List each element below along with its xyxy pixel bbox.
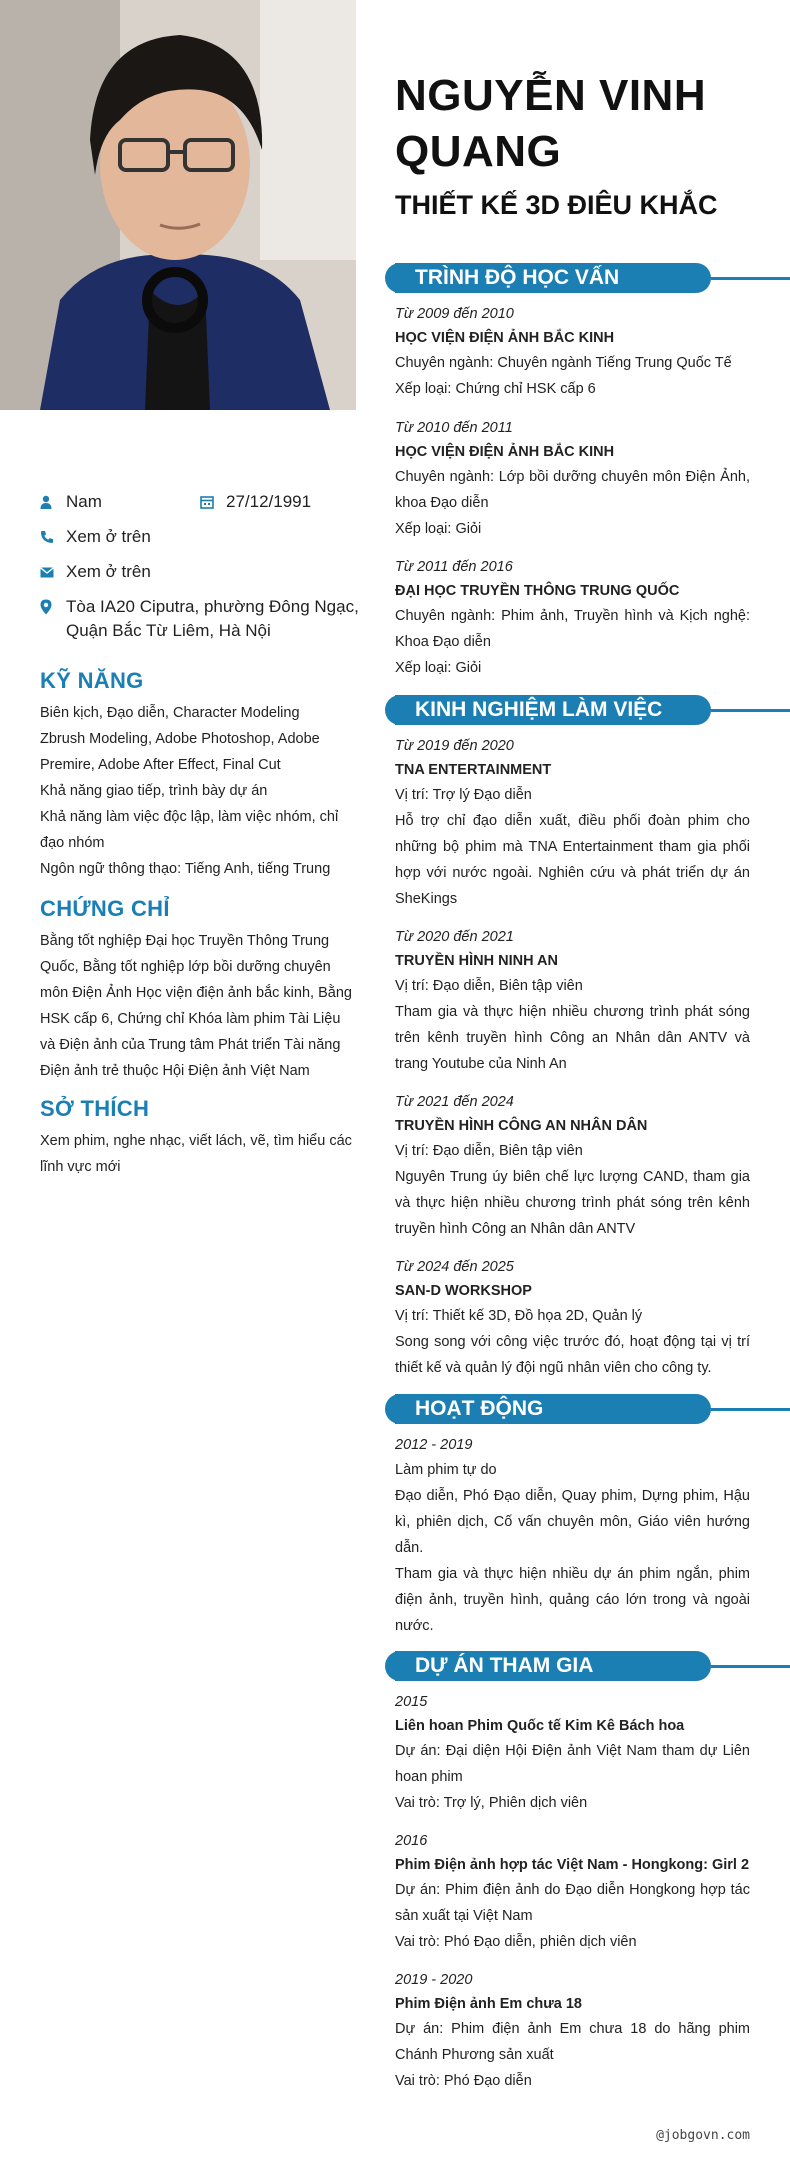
hobbies-section — [40, 1096, 358, 1180]
experience-entry — [395, 1255, 750, 1381]
skill-line: Ngôn ngữ thông thạo: Tiếng Anh, tiếng Trung — [40, 861, 331, 877]
education-entry — [395, 302, 750, 402]
heading-rule — [711, 1408, 790, 1411]
entry-date: 2016 — [395, 1833, 428, 1849]
entry-date: Từ 2011 đến 2016 — [395, 559, 513, 575]
project-entry — [395, 1829, 750, 1955]
gender-value: Nam — [66, 492, 102, 511]
entry-role: Vai trò: Phó Đạo diễn — [395, 2073, 532, 2089]
entry-org: Liên hoan Phim Quốc tế Kim Kê Bách hoa — [395, 1718, 685, 1734]
heading-rule — [711, 1665, 790, 1668]
skill-line: Khả năng giao tiếp, trình bày dự án — [40, 783, 268, 799]
project-entry — [395, 1968, 750, 2094]
birthday-value: 27/12/1991 — [226, 492, 312, 511]
entry-major: Chuyên ngành: Chuyên ngành Tiếng Trung Quốc Tế — [395, 355, 732, 371]
skills-section — [40, 668, 358, 882]
heading-rule — [711, 277, 790, 280]
entry-desc: Dự án: Đại diện Hội Điện ảnh Việt Nam tham dự Liên hoan phim — [395, 1743, 750, 1785]
job-title: THIẾT KẾ 3D ĐIÊU KHẮC — [395, 190, 718, 220]
experience-heading: KINH NGHIỆM LÀM VIỆC — [395, 695, 711, 725]
entry-major: Chuyên ngành: Phim ảnh, Truyền hình và Kịch nghệ: Khoa Đạo diễn — [395, 608, 750, 650]
entry-desc: Tham gia và thực hiện nhiều chương trình phát sóng trên kênh truyền hình Công an Nhân dân ANTV và trang Youtube của Ninh An — [395, 1004, 750, 1072]
entry-line: Làm phim tự do — [395, 1462, 497, 1478]
entry-role: Vai trò: Phó Đạo diễn, phiên dịch viên — [395, 1934, 637, 1950]
entry-role: Vị trí: Thiết kế 3D, Đồ họa 2D, Quản lý — [395, 1308, 643, 1324]
entry-org: SAN-D WORKSHOP — [395, 1283, 532, 1299]
watermark-text: @jobgovn.com — [656, 2128, 750, 2143]
entry-org: Phim Điện ảnh hợp tác Việt Nam - Hongkong: Girl 2 — [395, 1857, 750, 1873]
experience-entry — [395, 734, 750, 912]
hobbies-text: Xem phim, nghe nhạc, viết lách, vẽ, tìm hiểu các lĩnh vực mới — [40, 1133, 352, 1175]
projects-header — [395, 1651, 790, 1681]
entry-org: HỌC VIỆN ĐIỆN ẢNH BẮC KINH — [395, 444, 615, 460]
entry-desc: Dự án: Phim điện ảnh Em chưa 18 do hãng phim Chánh Phương sản xuất — [395, 2021, 750, 2063]
profile-photo — [0, 0, 356, 410]
entry-date: Từ 2009 đến 2010 — [395, 306, 514, 322]
personal-info — [40, 490, 360, 654]
skills-heading: KỸ NĂNG — [40, 668, 144, 693]
skill-line: Biên kịch, Đạo diễn, Character Modeling — [40, 705, 300, 721]
email-value: Xem ở trên — [66, 562, 151, 581]
person-icon — [40, 490, 66, 514]
skill-line: Khả năng làm việc độc lập, làm việc nhóm, chỉ đạo nhóm — [40, 809, 339, 851]
activities-entry — [395, 1433, 750, 1639]
entry-role: Vị trí: Trợ lý Đạo diễn — [395, 787, 532, 803]
entry-org: ĐẠI HỌC TRUYỀN THÔNG TRUNG QUỐC — [395, 583, 680, 599]
candidate-name: NGUYỄN VINH QUANG — [395, 71, 707, 176]
location-icon — [40, 595, 66, 619]
entry-desc: Hỗ trợ chỉ đạo diễn xuất, điều phối đoàn phim cho những bộ phim mà TNA Entertainment tham gia phối hợp với nước ngoài. Nghiên cứu và phát triển dự án SheKings — [395, 813, 750, 907]
phone-value: Xem ở trên — [66, 527, 151, 546]
entry-role: Vị trí: Đạo diễn, Biên tập viên — [395, 978, 583, 994]
education-heading: TRÌNH ĐỘ HỌC VẤN — [395, 263, 711, 293]
education-entry — [395, 416, 750, 542]
experience-entry — [395, 1090, 750, 1242]
entry-org: HỌC VIỆN ĐIỆN ẢNH BẮC KINH — [395, 330, 615, 346]
entry-desc: Dự án: Phim điện ảnh do Đạo diễn Hongkong hợp tác sản xuất tại Việt Nam — [395, 1882, 750, 1924]
calendar-icon — [200, 490, 226, 514]
entry-desc: Song song với công việc trước đó, hoạt động tại vị trí thiết kế và quản lý đội ngũ nhân viên cho công ty. — [395, 1334, 750, 1376]
entry-date: Từ 2024 đến 2025 — [395, 1259, 514, 1275]
certificates-text: Bằng tốt nghiệp Đại học Truyền Thông Trung Quốc, Bằng tốt nghiệp lớp bồi dưỡng chuyên môn Điện Ảnh Học viện điện ảnh bắc kinh, Bằng HSK cấp 6, Chứng chỉ Khóa làm phim Tài Liệu và Điện ảnh của Trung tâm Phát triển Tài năng Điện ảnh trẻ thuộc Hội Điện ảnh Việt Nam — [40, 933, 352, 1079]
activities-heading: HOẠT ĐỘNG — [395, 1394, 711, 1424]
email-icon — [40, 560, 66, 584]
entry-org: TRUYỀN HÌNH CÔNG AN NHÂN DÂN — [395, 1118, 648, 1134]
project-entry — [395, 1690, 750, 1816]
entry-date: 2015 — [395, 1694, 428, 1710]
entry-line: Tham gia và thực hiện nhiều dự án phim ngắn, phim điện ảnh, truyền hình, quảng cáo lớn trong và ngoài nước. — [395, 1566, 750, 1634]
entry-org: Phim Điện ảnh Em chưa 18 — [395, 1996, 582, 2012]
address-value: Tòa IA20 Ciputra, phường Đông Ngạc, Quận Bắc Từ Liêm, Hà Nội — [66, 597, 359, 640]
certificates-heading: CHỨNG CHỈ — [40, 896, 170, 921]
activities-header — [395, 1394, 790, 1424]
entry-date: Từ 2020 đến 2021 — [395, 929, 514, 945]
entry-line: Đạo diễn, Phó Đạo diễn, Quay phim, Dựng phim, Hậu kì, phiên dịch, Cố vấn chuyên môn, Giáo viên hướng dẫn. — [395, 1488, 750, 1556]
heading-rule — [711, 709, 790, 712]
projects-heading: DỰ ÁN THAM GIA — [395, 1651, 711, 1681]
entry-desc: Nguyên Trung úy biên chế lực lượng CAND, tham gia và thực hiện nhiều chương trình phát sóng trên kênh truyền hình Công an Nhân dân ANTV — [395, 1169, 750, 1237]
skill-line: Zbrush Modeling, Adobe Photoshop, Adobe Premire, Adobe After Effect, Final Cut — [40, 731, 320, 773]
entry-date: Từ 2021 đến 2024 — [395, 1094, 514, 1110]
entry-grade: Xếp loại: Giỏi — [395, 521, 482, 537]
entry-role: Vai trò: Trợ lý, Phiên dịch viên — [395, 1795, 588, 1811]
entry-major: Chuyên ngành: Lớp bồi dưỡng chuyên môn Điện Ảnh, khoa Đạo diễn — [395, 469, 750, 511]
entry-date: Từ 2010 đến 2011 — [395, 420, 513, 436]
certificates-section — [40, 896, 358, 1084]
entry-date: 2012 - 2019 — [395, 1437, 473, 1453]
experience-header — [395, 695, 790, 725]
education-entry — [395, 555, 750, 681]
entry-org: TNA ENTERTAINMENT — [395, 762, 552, 778]
education-header — [395, 263, 790, 293]
entry-org: TRUYỀN HÌNH NINH AN — [395, 953, 558, 969]
phone-icon — [40, 525, 66, 549]
entry-date: 2019 - 2020 — [395, 1972, 473, 1988]
hobbies-heading: SỞ THÍCH — [40, 1096, 150, 1121]
entry-date: Từ 2019 đến 2020 — [395, 738, 514, 754]
entry-grade: Xếp loại: Giỏi — [395, 660, 482, 676]
experience-entry — [395, 925, 750, 1077]
entry-role: Vị trí: Đạo diễn, Biên tập viên — [395, 1143, 583, 1159]
entry-grade: Xếp loại: Chứng chỉ HSK cấp 6 — [395, 381, 596, 397]
